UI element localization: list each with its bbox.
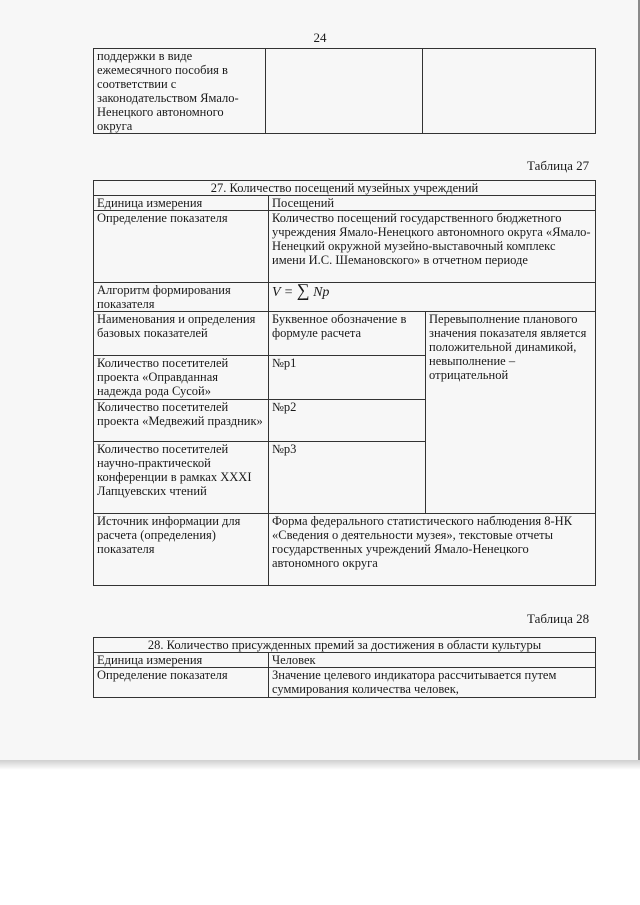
formula-lhs: V = [272,285,294,300]
table28-caption: Таблица 28 [527,611,590,626]
t27-performance: Перевыполнение планового значения показателя является положительной динамикой, невыполнение – отрицательной [426,312,596,514]
continued-cell-text: поддержки в виде ежемесячного пособия в соответствии с законодательством Ямало-Ненецкого автономного округа [94,49,266,134]
t27-row-symbol: №р3 [269,442,426,514]
formula-rhs: Np [313,285,330,300]
t28-unit-value: Человек [269,653,596,668]
page-shadow [0,760,640,770]
t27-def-label: Определение показателя [94,211,269,283]
t27-unit-value: Посещений [269,196,596,211]
t27-base-label: Наименования и определения базовых показателей [94,312,269,356]
table28-title: 28. Количество присужденных премий за достижения в области культуры [94,638,596,653]
continued-table [93,48,596,134]
continued-cell-empty-2 [423,49,596,134]
t27-def-value: Количество посещений государственного бюджетного учреждения Ямало-Ненецкого автономного округа «Ямало-Ненецкий окружной музейно-выставочный комплекс имени И.С. Шемановского» в отчетном периоде [269,211,596,283]
t28-def-label: Определение показателя [94,668,269,698]
t27-algo-label: Алгоритм формирования показателя [94,283,269,312]
table28 [93,637,596,698]
t27-row-name: Количество посетителей научно-практической конференции в рамках XXXI Лапцуевских чтений [94,442,269,514]
table27-caption: Таблица 27 [527,158,590,173]
table27 [93,180,596,586]
t27-letter-label: Буквенное обозначение в формуле расчета [269,312,426,356]
t28-unit-label: Единица измерения [94,653,269,668]
t27-source-label: Источник информации для расчета (определения) показателя [94,514,269,586]
t27-row-symbol: №р1 [269,356,426,400]
page-number: 24 [313,30,327,45]
table27-title: 27. Количество посещений музейных учреждений [94,181,596,196]
t27-unit-label: Единица измерения [94,196,269,211]
sigma-symbol: ∑ [296,280,310,300]
t27-row-symbol: №р2 [269,400,426,442]
continued-cell-empty-1 [266,49,423,134]
t27-row-name: Количество посетителей проекта «Оправданная надежда рода Сусой» [94,356,269,400]
t27-formula [269,280,596,312]
t27-row-name: Количество посетителей проекта «Медвежий праздник» [94,400,269,442]
t28-def-value: Значение целевого индикатора рассчитывается путем суммирования количества человек, [269,668,596,698]
t27-source-value: Форма федерального статистического наблюдения 8-НК «Сведения о деятельности музея», текстовые отчеты государственных учреждений Ямало-Ненецкого автономного округа [269,514,596,586]
